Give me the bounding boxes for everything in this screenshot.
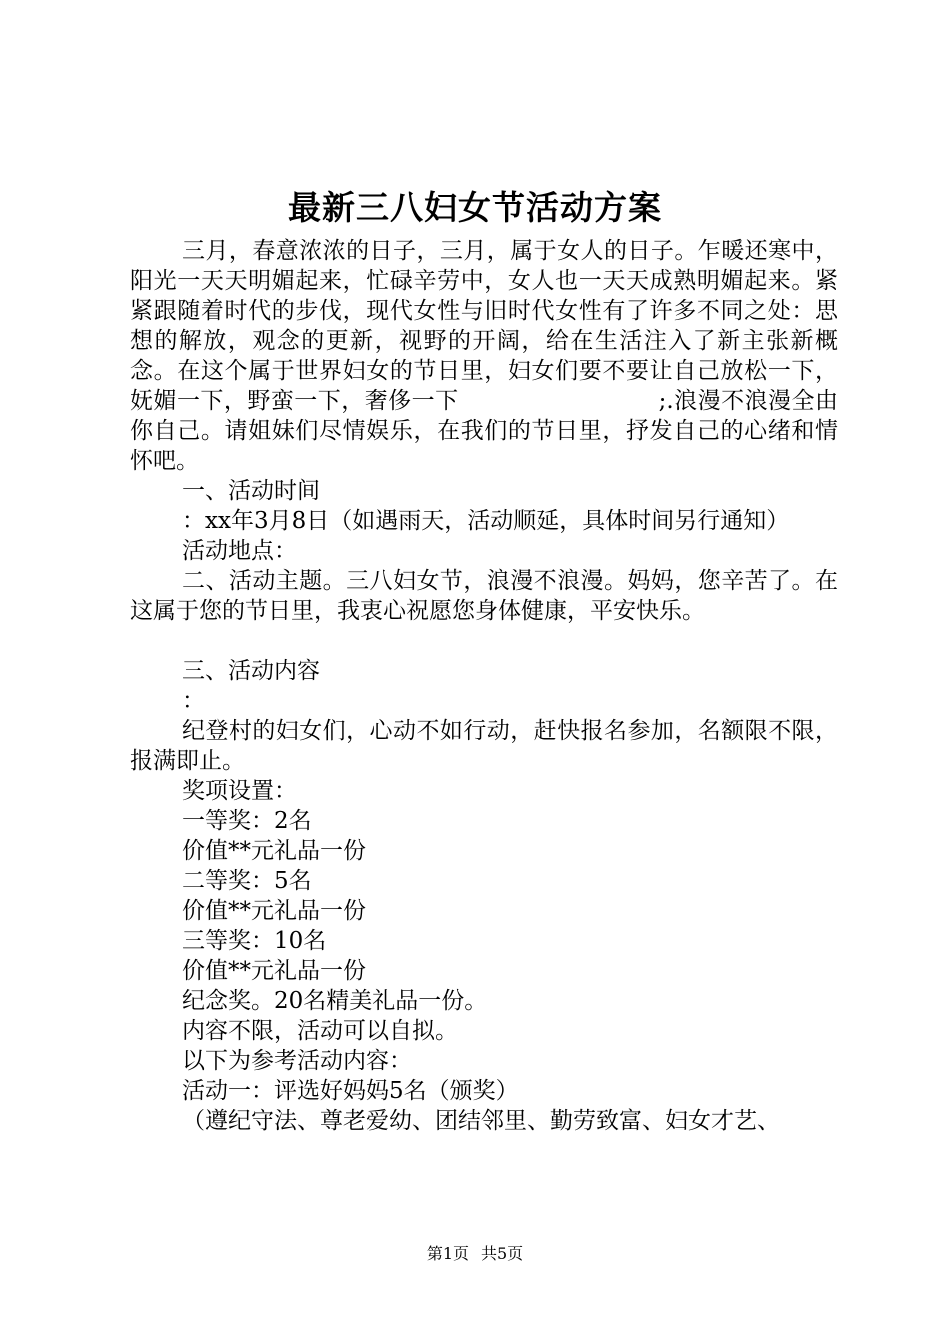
section3-colon: ： (182, 688, 205, 714)
award-third-value: 价值**元礼品一份 (182, 958, 366, 984)
page-number-current: 第1页 (426, 1244, 469, 1263)
section1-time: ：xx年3月8日（如遇雨天，活动顺延，具体时间另行通知） (182, 508, 790, 534)
intro-text-part1: 三月，春意浓浓的日子，三月，属于女人的日子。乍暖还寒中，阳光一天天明媚起来，忙碌辛劳中，女人也一天天成熟明媚起来。紧紧跟随着时代的步伐，现代女性与旧时代女性有了许多不同之处：思想的解放，观念的更新，视野的开阔，给在生活注入了新主张新概念。在这个属于世界妇女的节日里，妇女们要不要让自己放松一下，妩媚一下，野蛮一下，奢侈一下 (130, 238, 838, 414)
award-second: 二等奖：5名 (182, 868, 312, 894)
page-footer (0, 1242, 950, 1266)
spacer (130, 626, 838, 656)
award-first: 一等奖：2名 (182, 808, 312, 834)
section2-text: 二、活动主题。三八妇女节，浪漫不浪漫。妈妈，您辛苦了。在这属于您的节日里，我衷心祝愿您身体健康，平安快乐。 (130, 568, 838, 624)
section1-heading: 一、活动时间 (182, 478, 320, 504)
activity-one-criteria: （遵纪守法、尊老爱幼、团结邻里、勤劳致富、妇女才艺、 (182, 1108, 780, 1134)
document-title: 最新三八妇女节活动方案 (288, 188, 662, 227)
section1-place: 活动地点： (182, 538, 297, 564)
activity-one: 活动一：评选好妈妈5名（颁奖） (182, 1078, 519, 1104)
section3-text: 纪登村的妇女们，心动不如行动，赶快报名参加，名额限不限，报满即止。 (130, 718, 838, 774)
award-first-value: 价值**元礼品一份 (182, 838, 366, 864)
section3-heading: 三、活动内容 (182, 658, 320, 684)
award-second-value: 价值**元礼品一份 (182, 898, 366, 924)
document-body (130, 236, 838, 1136)
award-third: 三等奖：10名 (182, 928, 327, 954)
intro-paragraph (130, 236, 838, 476)
award-commemorative: 纪念奖。20名精美礼品一份。 (182, 988, 488, 1014)
content-free-note: 内容不限，活动可以自拟。 (182, 1018, 458, 1044)
page-number-total: 共5页 (481, 1244, 524, 1263)
intro-text-part2: ;.浪漫不浪漫全由你自己。请姐妹们尽情娱乐，在我们的节日里，抒发自己的心绪和情怀吧。 (130, 388, 838, 474)
reference-heading: 以下为参考活动内容： (182, 1048, 412, 1074)
awards-heading: 奖项设置： (182, 778, 297, 804)
